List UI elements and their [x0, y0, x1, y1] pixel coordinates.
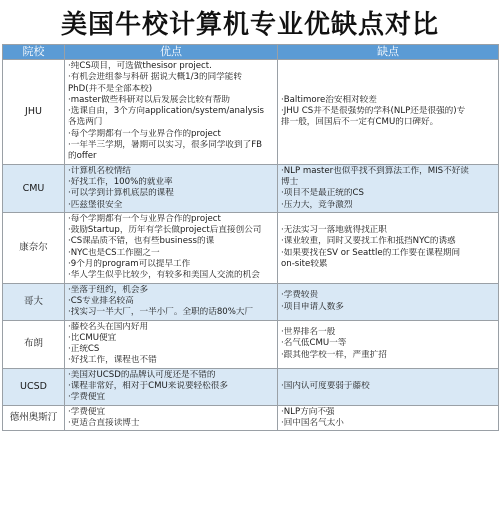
con-item: ·国内认可度要弱于藤校 [281, 381, 370, 392]
con-item: ·世界排名一般 [281, 327, 336, 338]
school-name: 哥大 [3, 283, 65, 320]
con-item: ·如果要找在SV or Seattle的工作要在课程期间 [281, 247, 461, 258]
con-item: ·NLP master也似乎找不到算法工作，MIS不好读 [281, 165, 469, 176]
table-row [3, 60, 499, 165]
pro-item: ·更适合直接读博士 [68, 417, 140, 428]
con-item: ·无法实习一落地就得找正职 [281, 225, 387, 236]
table-row [3, 320, 499, 368]
con-item: 排一般，回国后不一定有CMU的口碑好。 [281, 117, 439, 128]
con-item: ·JHU CS并不是很强势的学科(NLP还是很强的)专 [281, 106, 466, 117]
pro-item: ·可以学到计算机底层的课程 [68, 188, 174, 199]
pro-item: ·有机会进组参与科研 据说大概1/3的同学能转 [68, 72, 242, 83]
pro-item: ·CS专业排名较高 [68, 295, 134, 306]
school-name: CMU [3, 164, 65, 212]
pro-item: ·NYC也是CS工作圈之一 [68, 247, 160, 258]
pro-item: ·正统CS [68, 344, 100, 355]
header-school: 院校 [3, 45, 65, 60]
pro-item: ·好找工作，课程也不错 [68, 355, 157, 366]
con-item: ·回中国名气太小 [281, 417, 344, 428]
school-name: 布朗 [3, 320, 65, 368]
pro-item: ·鼓励Startup，历年有学长做project后直接创公司 [68, 225, 262, 236]
school-name: UCSD [3, 368, 65, 405]
cons-cell [278, 368, 499, 405]
header-pros: 优点 [65, 45, 278, 60]
comparison-table [2, 44, 499, 431]
con-item: ·跟其他学校一样，严重扩招 [281, 349, 387, 360]
pro-item: ·找实习一半大厂，一半小厂。全职的话80%大厂 [68, 307, 254, 318]
con-item: ·名气低CMU一等 [281, 338, 347, 349]
pro-item: ·9个月的program可以提早工作 [68, 259, 191, 270]
table-row [3, 405, 499, 431]
con-item: ·Baltimore治安相对较差 [281, 94, 377, 105]
school-name: JHU [3, 60, 65, 165]
cons-cell [278, 212, 499, 283]
pro-item: ·学费便宜 [68, 406, 106, 417]
pro-item: ·选课自由，3个方向application/system/analysis [68, 106, 265, 117]
pro-item: ·比CMU便宜 [68, 332, 117, 343]
cons-cell [278, 405, 499, 431]
pros-cell [65, 60, 278, 165]
school-name: 康奈尔 [3, 212, 65, 283]
pro-item: ·master做些科研对以后发展会比较有帮助 [68, 94, 230, 105]
table-header-row [3, 45, 499, 60]
table-row [3, 212, 499, 283]
cons-cell [278, 283, 499, 320]
pros-cell [65, 405, 278, 431]
con-item: ·学费较贵 [281, 290, 319, 301]
con-item: ·课业较重，同时又要找工作和抵挡NYC的诱惑 [281, 236, 456, 247]
pro-item: ·藤校名头在国内好用 [68, 321, 149, 332]
pro-item: ·纯CS项目，可选做thesisor project. [68, 61, 212, 71]
page-title: 美国牛校计算机专业优缺点对比 [60, 9, 439, 40]
pro-item: 的offer [68, 151, 97, 162]
pros-cell [65, 368, 278, 405]
pros-cell [65, 164, 278, 212]
table-body [3, 60, 499, 431]
pro-item: PhD(并不是全部本校) [68, 83, 153, 94]
pro-item: ·美国对UCSD的品牌认可度还是不错的 [68, 369, 216, 380]
header-cons: 缺点 [278, 45, 499, 60]
pros-cell [65, 283, 278, 320]
con-item: ·项目不是最正统的CS [281, 188, 364, 199]
pro-item: ·华人学生似乎比较少，有较多和美国人交流的机会 [68, 270, 260, 281]
table-row [3, 368, 499, 405]
cons-cell [278, 164, 499, 212]
pro-item: ·好找工作，100%的就业率 [68, 176, 173, 187]
pro-item: ·每个学期都有一个与业界合作的project [68, 213, 221, 224]
con-item: on-site较累 [281, 259, 328, 270]
cons-cell [278, 60, 499, 165]
pro-item: ·匹兹堡很安全 [68, 199, 123, 210]
con-item: ·NLP方向不强 [281, 406, 335, 417]
pro-item: 各选两门 [68, 117, 103, 128]
pros-cell [65, 212, 278, 283]
table-row [3, 283, 499, 320]
pro-item: ·计算机名校情结 [68, 165, 131, 176]
school-name: 德州奥斯汀 [3, 405, 65, 431]
pro-item: ·学费便宜 [68, 392, 106, 403]
pro-item: ·CS课品质不错，也有些business的课 [68, 236, 215, 247]
pro-item: ·每个学期都有一个与业界合作的project [68, 128, 221, 139]
pros-cell [65, 320, 278, 368]
con-item: ·压力大，竞争激烈 [281, 199, 353, 210]
table-row [3, 164, 499, 212]
con-item: 博士 [281, 176, 299, 187]
pro-item: ·一年半三学期，暑期可以实习，很多同学收到了FB [68, 140, 263, 151]
pro-item: ·课程非常好，相对于CMU来说要轻松很多 [68, 381, 228, 392]
cons-cell [278, 320, 499, 368]
con-item: ·项目申请人数多 [281, 301, 344, 312]
pro-item: ·坐落于纽约，机会多 [68, 284, 149, 295]
